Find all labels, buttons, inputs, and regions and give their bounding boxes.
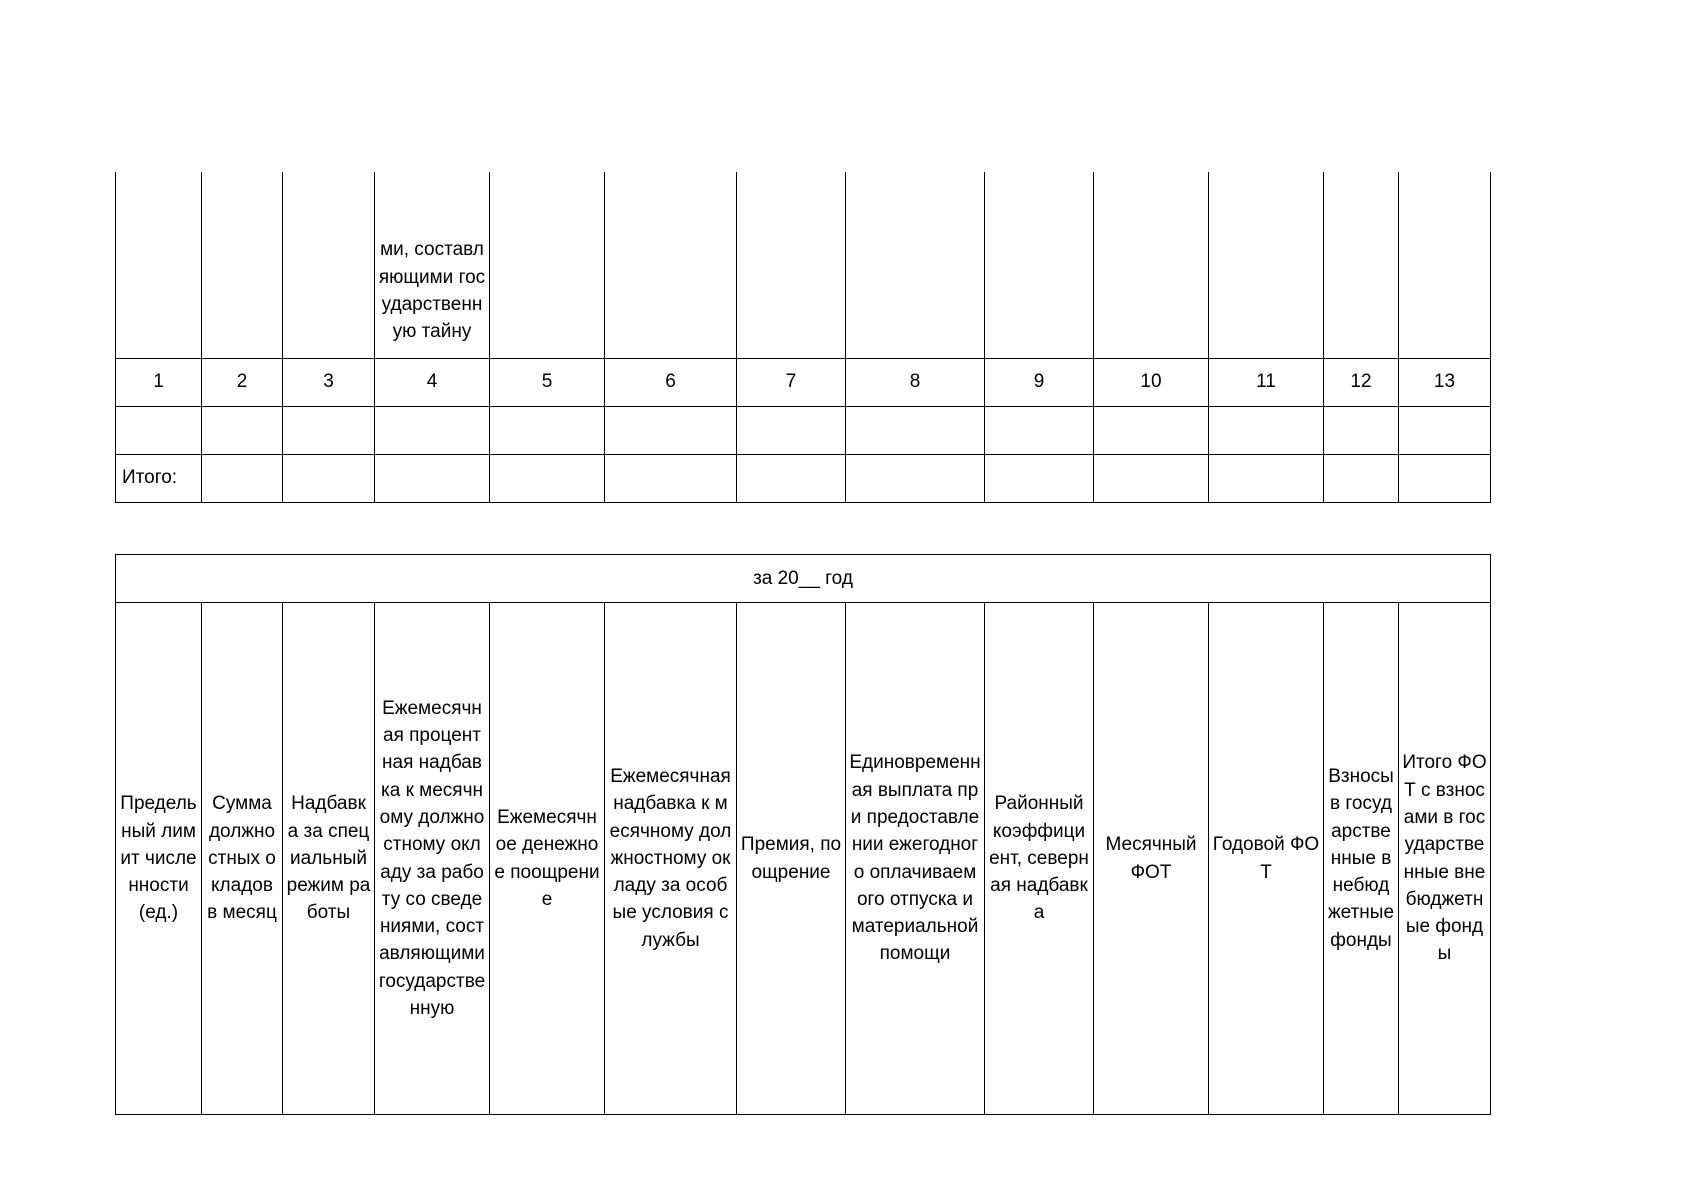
header-cell [116,172,202,358]
total-row [116,454,1491,502]
column-number: 12 [1324,358,1399,406]
data-cell[interactable] [490,406,605,454]
total-cell[interactable] [1324,454,1399,502]
column-number: 13 [1399,358,1491,406]
total-cell[interactable] [1209,454,1324,502]
header-cell [985,172,1094,358]
column-number: 1 [116,358,202,406]
column-number: 2 [202,358,283,406]
continued-header-cell: ми, составляющими государственную тайну [375,172,490,358]
header-cell: Ежемесячная надбавка к месячному должностному окладу за особые условия службы [605,603,737,1115]
column-number: 11 [1209,358,1324,406]
header-cell [1324,172,1399,358]
header-cell: Сумма должностных окладов в месяц [202,603,283,1115]
total-cell[interactable] [283,454,375,502]
data-cell[interactable] [116,406,202,454]
data-cell[interactable] [985,406,1094,454]
header-cell: Месячный ФОТ [1094,603,1209,1115]
column-number: 3 [283,358,375,406]
total-cell[interactable] [605,454,737,502]
header-cell [202,172,283,358]
header-cell: Годовой ФОТ [1209,603,1324,1115]
column-number: 9 [985,358,1094,406]
header-cell: Предельный лимит численности (ед.) [116,603,202,1115]
column-number: 8 [846,358,985,406]
budget-table-year [115,554,1491,1115]
column-number: 7 [737,358,846,406]
data-cell[interactable] [1209,406,1324,454]
column-number: 6 [605,358,737,406]
header-cell: Единовременная выплата при предоставлении ежегодного оплачиваемого отпуска и материальной помощи [846,603,985,1115]
header-cell: Надбавка за специальный режим работы [283,603,375,1115]
header-cell [737,172,846,358]
header-cell: Районный коэффициент, северная надбавка [985,603,1094,1115]
budget-table-continuation [115,172,1491,503]
header-cell: Ежемесячная процентная надбавка к месячному должностному окладу за работу со сведениями, составляющими государственную [375,603,490,1115]
period-label: за 20__ год [116,555,1491,603]
column-number: 5 [490,358,605,406]
data-cell[interactable] [1094,406,1209,454]
header-cell: Взносы в государственные внебюджетные фонды [1324,603,1399,1115]
data-cell[interactable] [283,406,375,454]
data-cell[interactable] [846,406,985,454]
data-cell[interactable] [375,406,490,454]
data-cell[interactable] [1399,406,1491,454]
column-number: 4 [375,358,490,406]
header-cell: Ежемесячное денежное поощрение [490,603,605,1115]
total-cell[interactable] [490,454,605,502]
total-cell[interactable] [985,454,1094,502]
data-row [116,406,1491,454]
data-cell[interactable] [1324,406,1399,454]
header-cell [1209,172,1324,358]
header-cell [605,172,737,358]
total-cell[interactable] [1094,454,1209,502]
total-cell[interactable] [737,454,846,502]
total-cell[interactable] [375,454,490,502]
header-cell [846,172,985,358]
continued-header-row [116,172,1491,358]
total-label: Итого: [116,454,202,502]
column-number-row [116,358,1491,406]
data-cell[interactable] [202,406,283,454]
column-number: 10 [1094,358,1209,406]
header-row [116,603,1491,1115]
period-row [116,555,1491,603]
header-cell [1094,172,1209,358]
total-cell[interactable] [1399,454,1491,502]
header-cell [490,172,605,358]
data-cell[interactable] [605,406,737,454]
header-cell: Итого ФОТ с взносами в государственные внебюджетные фонды [1399,603,1491,1115]
total-cell[interactable] [846,454,985,502]
header-cell: Премия, поощрение [737,603,846,1115]
header-cell [283,172,375,358]
header-cell [1399,172,1491,358]
data-cell[interactable] [737,406,846,454]
total-cell[interactable] [202,454,283,502]
